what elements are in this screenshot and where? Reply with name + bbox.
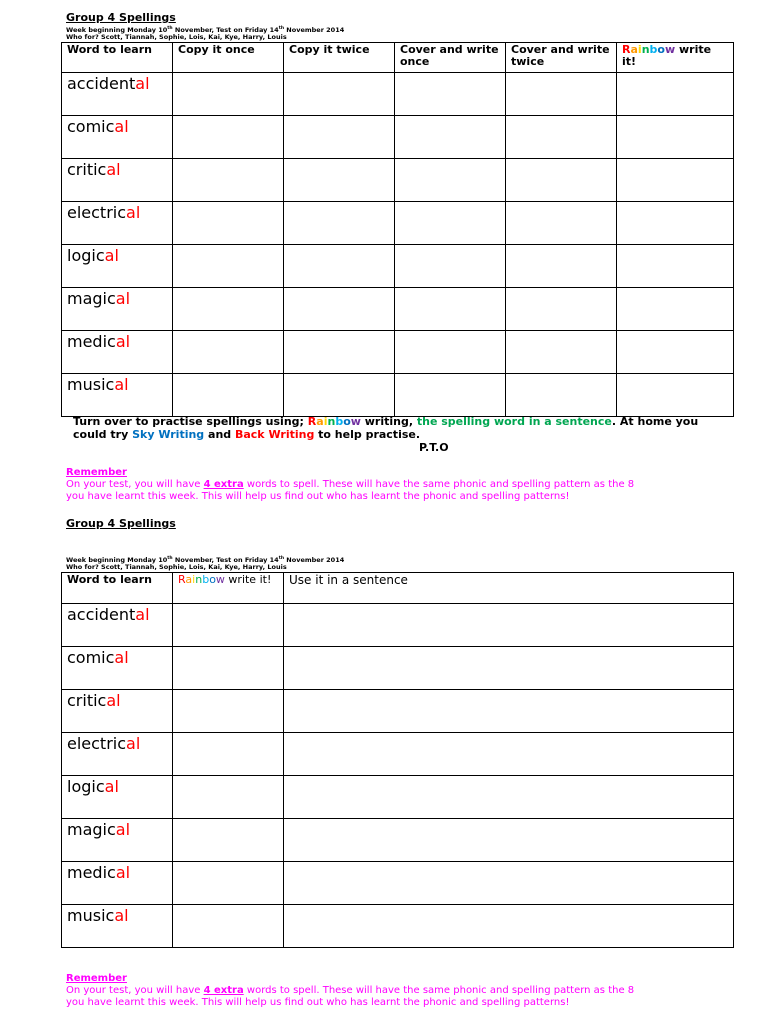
writing-cell[interactable] (173, 733, 284, 776)
header-cover-write-twice: Cover and write twice (506, 43, 617, 73)
rainbow-letter: o (343, 415, 351, 428)
remember-note-1: Remember On your test, you will have 4 extra words to spell. These will have the same phonic and spelling pattern as the 8 you have learnt this week. This will help us find out who has learnt the phonic and spelling patterns! (66, 467, 635, 502)
writing-cell[interactable] (284, 905, 734, 948)
rainbow-text (308, 415, 361, 428)
rainbow-letter: R (307, 415, 317, 428)
sheet1-title: Group 4 Spellings (66, 11, 176, 24)
writing-cell[interactable] (284, 862, 734, 905)
spelling-word: musical (62, 374, 173, 417)
practice-tip: Turn over to practise spellings using; Rainbow writing, the spelling word in a sentence. At home you could try Sky Writing and Back Writing to help practise. (73, 415, 699, 441)
table-header-row (62, 43, 734, 73)
table-row (62, 604, 734, 647)
spelling-word: comical (62, 647, 173, 690)
writing-cell[interactable] (284, 776, 734, 819)
writing-cell[interactable] (173, 862, 284, 905)
rainbow-letter: w (350, 415, 361, 428)
spelling-word: medical (62, 862, 173, 905)
writing-cell[interactable] (617, 202, 734, 245)
sheet2-week-line: Week beginning Monday 10th November, Test on Friday 14th November 2014 (66, 556, 345, 565)
writing-cell[interactable] (284, 288, 395, 331)
writing-cell[interactable] (173, 245, 284, 288)
table-row (62, 245, 734, 288)
spelling-word: medical (62, 331, 173, 374)
rainbow-letter: a (316, 415, 324, 428)
writing-cell[interactable] (506, 159, 617, 202)
writing-cell[interactable] (173, 776, 284, 819)
rainbow-letter: b (335, 415, 344, 428)
writing-cell[interactable] (617, 159, 734, 202)
spelling-word: magical (62, 819, 173, 862)
header-copy-twice: Copy it twice (284, 43, 395, 73)
spelling-word: critical (62, 690, 173, 733)
writing-cell[interactable] (617, 245, 734, 288)
rainbow-letter: b (202, 573, 210, 586)
sheet2-who-line: Who for? Scott, Tiannah, Sophie, Lois, Kai, Kye, Harry, Louis (66, 563, 287, 571)
writing-cell[interactable] (617, 288, 734, 331)
writing-cell[interactable] (284, 159, 395, 202)
writing-cell[interactable] (395, 245, 506, 288)
rainbow-letter: i (323, 415, 328, 428)
header-cover-write-once: Cover and write once (395, 43, 506, 73)
spelling-word: magical (62, 288, 173, 331)
writing-cell[interactable] (617, 116, 734, 159)
writing-cell[interactable] (506, 116, 617, 159)
writing-cell[interactable] (284, 374, 395, 417)
table-row (62, 116, 734, 159)
writing-cell[interactable] (173, 690, 284, 733)
writing-cell[interactable] (173, 288, 284, 331)
writing-cell[interactable] (173, 374, 284, 417)
table-row (62, 776, 734, 819)
rainbow-letter: n (327, 415, 336, 428)
writing-cell[interactable] (395, 73, 506, 116)
writing-cell[interactable] (395, 159, 506, 202)
spelling-word: electrical (62, 202, 173, 245)
rainbow-letter: i (637, 43, 642, 56)
spelling-word: comical (62, 116, 173, 159)
rainbow-letter: w (215, 573, 225, 586)
writing-cell[interactable] (395, 202, 506, 245)
table-row (62, 862, 734, 905)
header-copy-once: Copy it once (173, 43, 284, 73)
writing-cell[interactable] (395, 331, 506, 374)
writing-cell[interactable] (506, 374, 617, 417)
sheet2-title: Group 4 Spellings (66, 517, 176, 530)
header-use-in-sentence: Use it in a sentence (284, 573, 734, 604)
spelling-word: logical (62, 776, 173, 819)
table-row (62, 374, 734, 417)
remember-note-2: Remember On your test, you will have 4 extra words to spell. These will have the same phonic and spelling pattern as the 8 you have learnt this week. This will help us find out who has learnt the phonic and spelling patterns! (66, 973, 635, 1008)
writing-cell[interactable] (506, 288, 617, 331)
writing-cell[interactable] (173, 331, 284, 374)
spelling-word: musical (62, 905, 173, 948)
rainbow-letter: o (209, 573, 216, 586)
writing-cell[interactable] (173, 116, 284, 159)
rainbow-letter: b (649, 43, 658, 56)
rainbow-text (178, 573, 225, 586)
writing-cell[interactable] (284, 202, 395, 245)
header-rainbow-write: Rainbow write it! (617, 43, 734, 73)
writing-cell[interactable] (284, 604, 734, 647)
table-row (62, 159, 734, 202)
writing-cell[interactable] (284, 819, 734, 862)
table-row (62, 647, 734, 690)
rainbow-letter: a (630, 43, 638, 56)
writing-cell[interactable] (506, 202, 617, 245)
rainbow-letter: R (178, 573, 186, 586)
writing-cell[interactable] (173, 604, 284, 647)
spelling-word: critical (62, 159, 173, 202)
rainbow-letter: n (641, 43, 650, 56)
writing-cell[interactable] (284, 647, 734, 690)
pto-label: P.T.O (419, 441, 449, 454)
table-row (62, 690, 734, 733)
table-row (62, 202, 734, 245)
writing-cell[interactable] (173, 159, 284, 202)
table-row (62, 819, 734, 862)
writing-cell[interactable] (173, 73, 284, 116)
writing-cell[interactable] (395, 116, 506, 159)
sheet1-week-line: Week beginning Monday 10th November, Test on Friday 14th November 2014 (66, 26, 345, 35)
writing-cell[interactable] (173, 647, 284, 690)
table-row (62, 733, 734, 776)
table-row (62, 73, 734, 116)
spelling-table-2 (61, 572, 734, 948)
spelling-table-1 (61, 42, 734, 417)
spelling-word: accidental (62, 73, 173, 116)
writing-cell[interactable] (173, 905, 284, 948)
writing-cell[interactable] (284, 690, 734, 733)
spelling-word: logical (62, 245, 173, 288)
spelling-word: accidental (62, 604, 173, 647)
writing-cell[interactable] (284, 73, 395, 116)
writing-cell[interactable] (284, 116, 395, 159)
rainbow-letter: n (195, 573, 203, 586)
writing-cell[interactable] (284, 245, 395, 288)
writing-cell[interactable] (395, 288, 506, 331)
table-row (62, 331, 734, 374)
rainbow-letter: i (192, 573, 196, 586)
writing-cell[interactable] (506, 245, 617, 288)
writing-cell[interactable] (506, 331, 617, 374)
rainbow-letter: w (664, 43, 676, 56)
writing-cell[interactable] (284, 733, 734, 776)
writing-cell[interactable] (284, 331, 395, 374)
rainbow-letter: o (657, 43, 665, 56)
writing-cell[interactable] (617, 374, 734, 417)
header-word-to-learn: Word to learn (62, 43, 173, 73)
rainbow-letter: R (622, 43, 631, 56)
header-rainbow-write: Rainbow write it! (173, 573, 284, 604)
writing-cell[interactable] (617, 73, 734, 116)
writing-cell[interactable] (506, 73, 617, 116)
rainbow-letter: a (185, 573, 193, 586)
writing-cell[interactable] (173, 819, 284, 862)
table-row (62, 288, 734, 331)
table-row (62, 905, 734, 948)
writing-cell[interactable] (617, 331, 734, 374)
spelling-word: electrical (62, 733, 173, 776)
writing-cell[interactable] (395, 374, 506, 417)
writing-cell[interactable] (173, 202, 284, 245)
header-word-to-learn: Word to learn (62, 573, 173, 604)
table-header-row (62, 573, 734, 604)
sheet1-who-line: Who for? Scott, Tiannah, Sophie, Lois, Kai, Kye, Harry, Louis (66, 33, 287, 41)
